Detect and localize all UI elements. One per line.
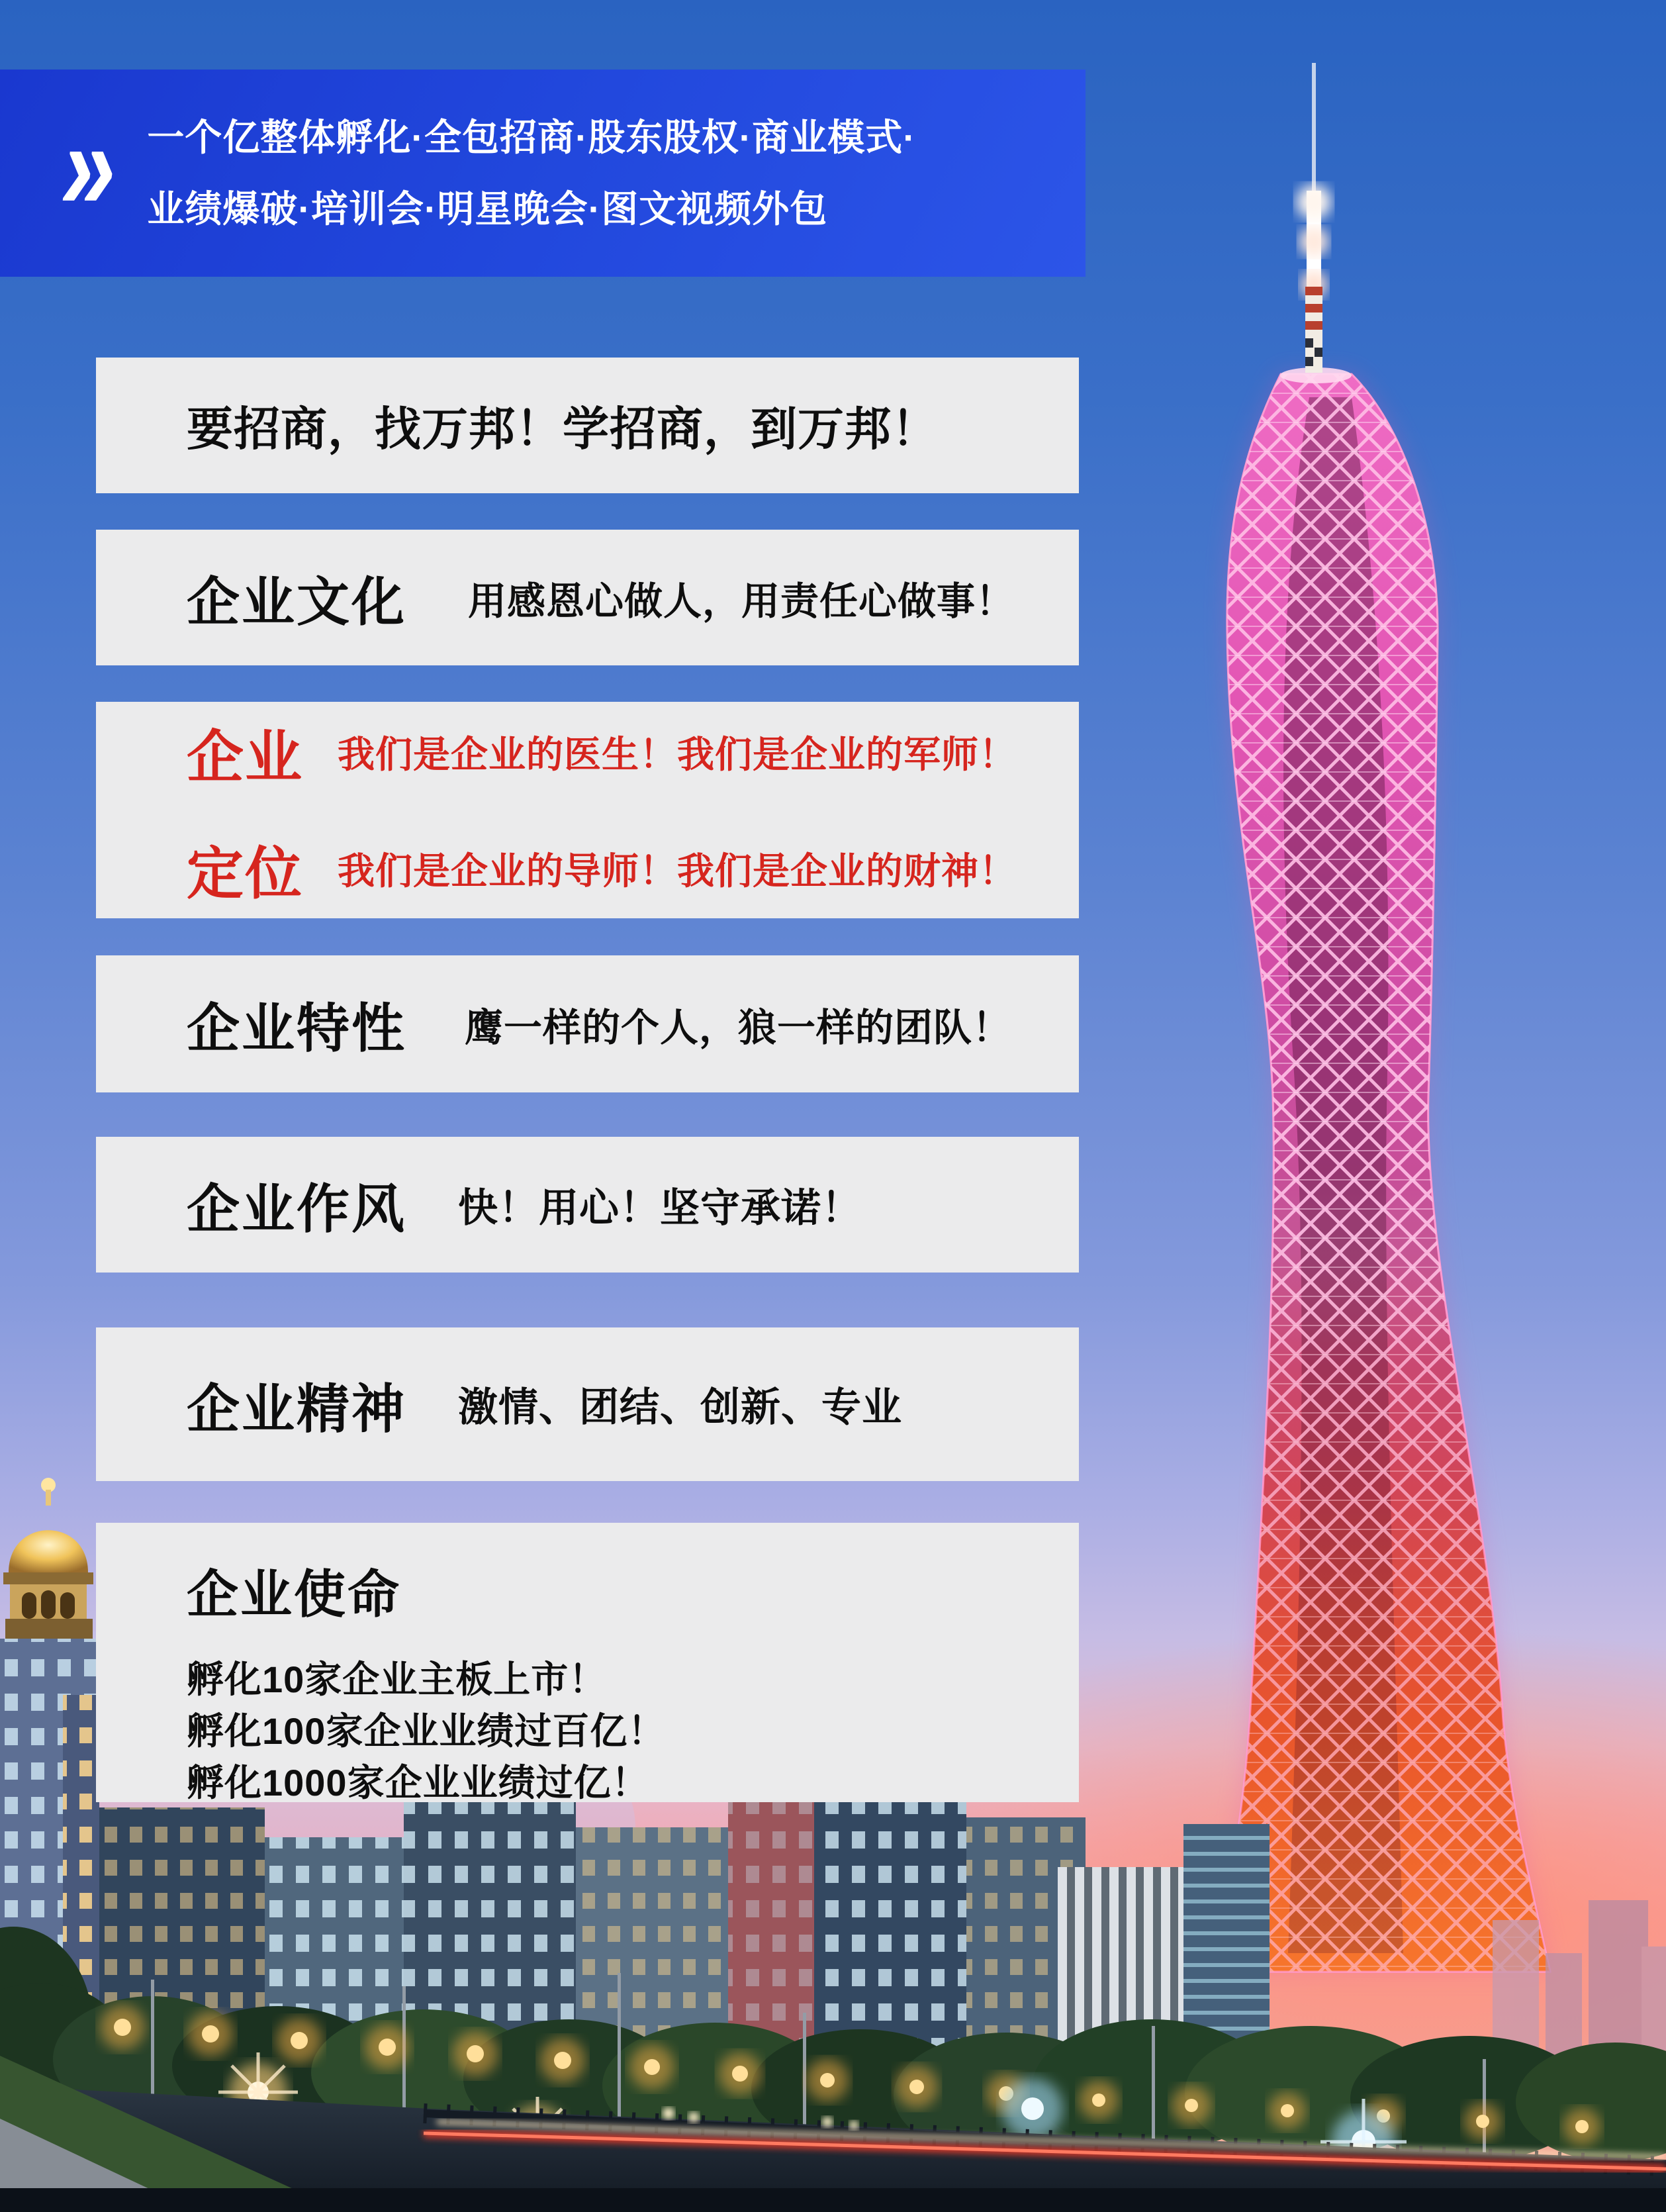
workstyle-box bbox=[96, 1137, 1079, 1273]
workstyle-text: 快！用心！坚守承诺！ bbox=[458, 1185, 862, 1230]
positioning-text-1: 我们是企业的医生！我们是企业的军师！ bbox=[338, 733, 1017, 775]
culture-box bbox=[96, 530, 1079, 665]
traits-box bbox=[96, 955, 1079, 1092]
positioning-text-2: 我们是企业的导师！我们是企业的财神！ bbox=[338, 849, 1017, 892]
culture-text: 用感恩心做人，用责任心做事！ bbox=[468, 579, 1015, 623]
spirit-box bbox=[96, 1327, 1079, 1481]
traits-title: 企业特性 bbox=[187, 999, 406, 1058]
mission-line: 孵化10家企业主板上市！ bbox=[187, 1659, 607, 1700]
slogan-text: 要招商，找万邦！学招商，到万邦！ bbox=[187, 403, 939, 455]
positioning-title-line-1: 企业 bbox=[187, 725, 303, 789]
mission-line: 孵化1000家企业业绩过亿！ bbox=[187, 1762, 649, 1803]
workstyle-title: 企业作风 bbox=[187, 1180, 406, 1239]
culture-title: 企业文化 bbox=[187, 573, 406, 632]
mission-lines bbox=[187, 1654, 665, 1809]
mission-box bbox=[96, 1523, 1079, 1802]
positioning-row-2 bbox=[187, 828, 1017, 910]
traits-text: 鹰一样的个人，狼一样的团队！ bbox=[465, 1006, 1012, 1049]
double-chevron-icon: » bbox=[61, 96, 116, 236]
spirit-text: 激情、团结、创新、专业 bbox=[458, 1385, 902, 1429]
banner-text bbox=[147, 102, 916, 245]
slogan-box bbox=[96, 358, 1079, 493]
banner-line-1: 一个亿整体孵化·全包招商·股东股权·商业模式· bbox=[147, 116, 916, 158]
mission-title: 企业使命 bbox=[187, 1565, 402, 1623]
spirit-title: 企业精神 bbox=[187, 1379, 406, 1439]
positioning-title-line-2: 定位 bbox=[187, 842, 303, 906]
banner-line-2: 业绩爆破·培训会·明星晚会·图文视频外包 bbox=[147, 187, 828, 230]
positioning-box bbox=[96, 702, 1079, 918]
positioning-row-1 bbox=[187, 711, 1017, 793]
mission-line: 孵化100家企业业绩过百亿！ bbox=[187, 1710, 666, 1752]
header-banner bbox=[0, 70, 1086, 277]
